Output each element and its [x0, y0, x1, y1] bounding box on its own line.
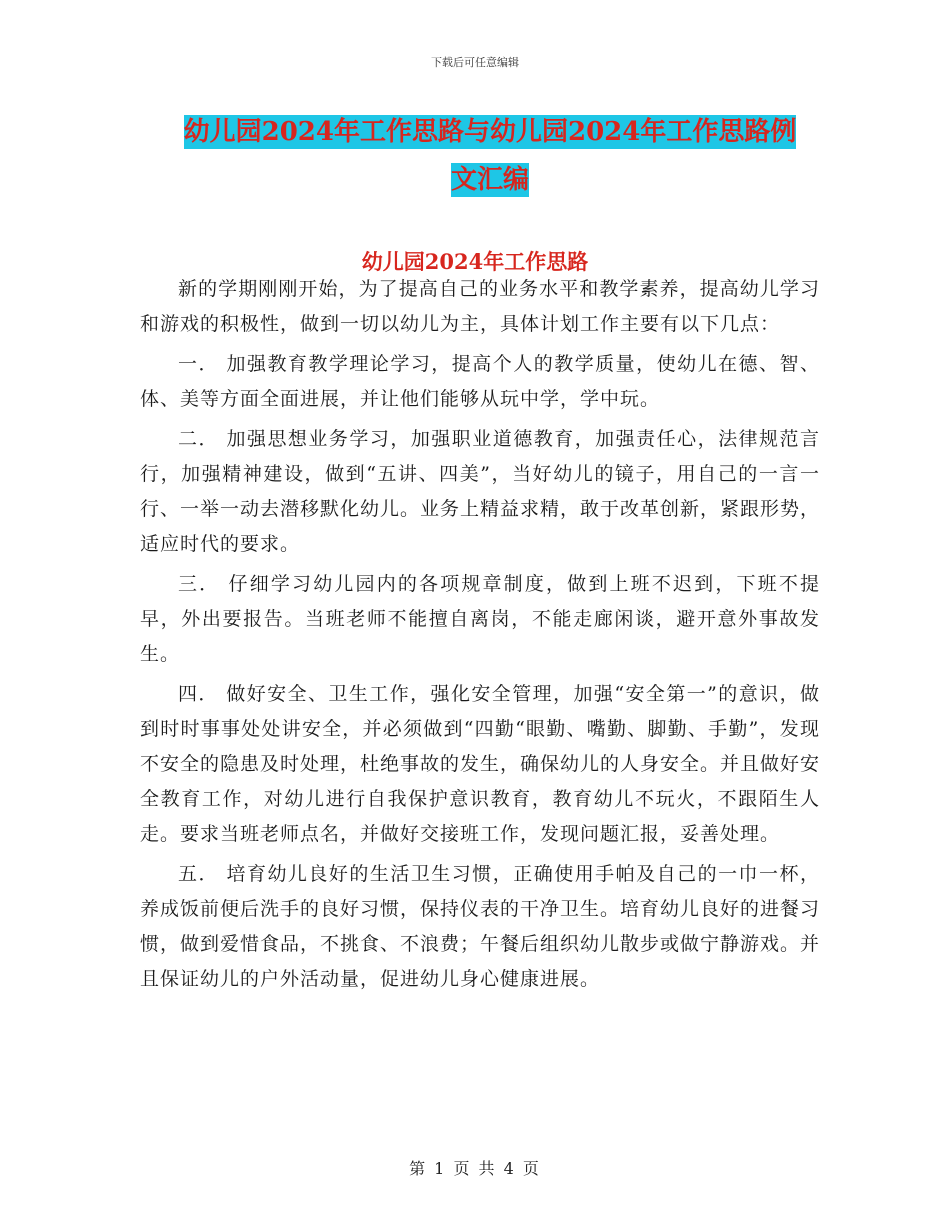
page-number: 第 1 页 共 4 页 — [409, 1159, 541, 1178]
page-header-note: 下载后可任意编辑 — [431, 56, 519, 69]
document-title-line-1: 幼儿园2024年工作思路与幼儿园2024年工作思路例 — [183, 117, 797, 147]
document-body — [140, 272, 820, 1002]
paragraph-item-1: 一． 加强教育教学理论学习，提高个人的教学质量，使幼儿在德、智、体、美等方面全面进展，并让他们能够从玩中学，学中玩。 — [140, 353, 820, 410]
paragraph-item-5: 五． 培育幼儿良好的生活卫生习惯，正确使用手帕及自己的一巾一杯，养成饭前便后洗手的良好习惯，保持仪表的干净卫生。培育幼儿良好的进餐习惯，做到爱惜食品，不挑食、不浪费；午餐后组织幼儿散步或做宁静游戏。并且保证幼儿的户外活动量，促进幼儿身心健康进展。 — [140, 863, 821, 990]
paragraph-item-4: 四． 做好安全、卫生工作，强化安全管理，加强“安全第一”的意识，做到时时事事处处讲安全，并必须做到“四勤“眼勤、嘴勤、脚勤、手勤”，发现不安全的隐患及时处理，杜绝事故的发生，确保幼儿的人身安全。并且做好安全教育工作，对幼儿进行自我保护意识教育，教育幼儿不玩火，不跟陌生人走。要求当班老师点名，并做好交接班工作，发现问题汇报，妥善处理。 — [140, 683, 821, 845]
paragraph-item-3: 三． 仔细学习幼儿园内的各项规章制度，做到上班不迟到，下班不提早，外出要报告。当班老师不能擅自离岗，不能走廊闲谈，避开意外事故发生。 — [140, 573, 820, 665]
paragraph-item-2: 二． 加强思想业务学习，加强职业道德教育，加强责任心，法律规范言行，加强精神建设，做到“五讲、四美”，当好幼儿的镜子，用自己的一言一行、一举一动去潜移默化幼儿。业务上精益求精，敢于改革创新，紧跟形势，适应时代的要求。 — [140, 428, 821, 555]
section-title: 幼儿园2024年工作思路 — [361, 249, 589, 274]
document-title — [140, 108, 840, 204]
document-title-line-2: 文汇编 — [450, 165, 529, 195]
paragraph-intro: 新的学期刚刚开始，为了提高自己的业务水平和教学素养，提高幼儿学习和游戏的积极性，做到一切以幼儿为主，具体计划工作主要有以下几点： — [140, 278, 820, 335]
